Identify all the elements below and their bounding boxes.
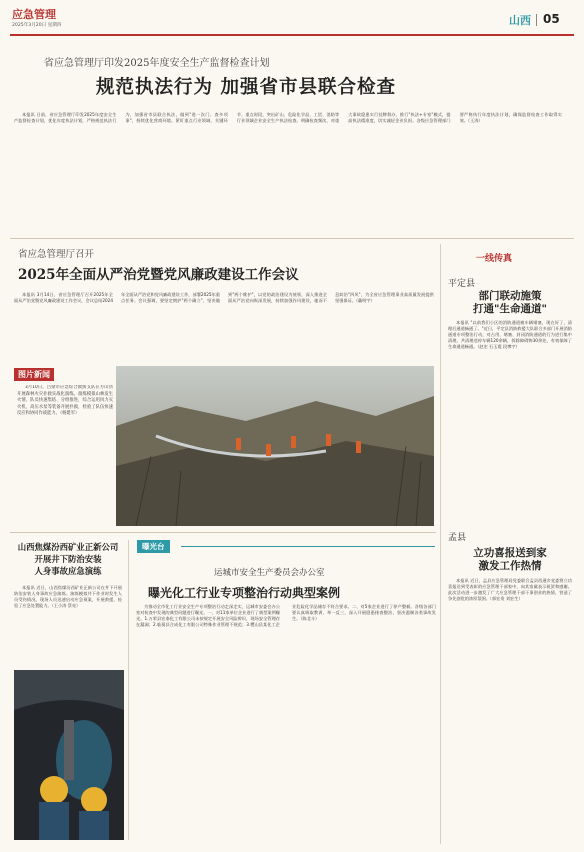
photo-news-label: 图片新闻 — [14, 368, 54, 381]
firefighting-photo — [116, 366, 434, 526]
sidebar-body1: 本报讯 "以前我们小区的消防通道被车辆堵塞，现在好了，清理后通道畅通了。"近日，平定县消防救援大队联合多部门开展消防通道专项整治行动，对占用、堵塞、封闭消防通道的行为进行集中清理，共清理违停车辆120余辆，拆除障碍物30余处，有效保障了生命通道畅通。（赵宏 石玉霞 段博宇） — [448, 320, 572, 350]
feature-kicker: 运城市安全生产委员会办公室 — [214, 568, 325, 578]
article1-kicker: 省应急管理厅印发2025年度安全生产监督检查计划 — [44, 58, 270, 69]
article3-body: 本报讯 近日，山西焦煤汾西矿业正新公司在井下开展防治安装人身事故应急演练。演练模拟井下作业时发生人员受伤情况，现场人员迅速启动应急预案，开展救援，检验了应急处置能力。（王小涛 蔡亮） — [14, 585, 122, 609]
feature-body: 为推动全市化工行业安全生产专项整治行动走深走实，运城市安委会办公室对检查中发现的典型问题进行曝光。一、对11家单位企业进行了典型案例曝光。1.万荣县宏泰化工有限公司未按规定开展安全风险辨识，现场安全管理存在漏洞；2.临猗县合成化工有限公司特殊作业管理不规范；3.稷山县某化工企业危险化学品储存不符合要求。二、对5家企业进行了停产整顿。各级各部门要认真吸取教训，举一反三，深入开展隐患排查整治，坚决遏制各类事故发生。（陈北斗） — [136, 604, 436, 628]
feature-tag — [137, 540, 435, 554]
sidebar-headline2: 立功喜报送到家 激发工作热情 — [473, 547, 547, 572]
feature-divider — [128, 540, 129, 840]
feature-headline: 曝光化工行业专项整治行动典型案例 — [148, 586, 341, 600]
mine-drill-photo-art — [14, 670, 124, 840]
feature-tag-label: 曝光台 — [137, 540, 170, 553]
article3-headline: 山西焦煤汾西矿业正新公司 开展井下防治安装 人身事故应急演练 — [17, 542, 119, 576]
firefighting-photo-art — [116, 366, 434, 526]
article1-body: 本报讯 日前，省应急管理厅印发2025年度安全生产监督检查计划，优化年度执法计划，严格规范执法行为，加强省市县联合执法，做到"进一次门、查多项事"，持续优化营商环境。紧盯重点行业领域、关键环节、重点时段，突出矿山、危险化学品、工贸、消防等行业领域企业安全生产执法检查。明确检查频次，对重大事故隐患实行挂牌督办，推行"执法+专家"模式，提高执法精准度，切实减轻企业负担。各级应急管理部门要严格执行年度执法计划，确保监督检查工作取得实效。（王涛） — [14, 112, 562, 124]
photo-news-image — [14, 368, 110, 382]
sidebar-location2: 孟县 — [448, 533, 467, 543]
masthead — [0, 0, 584, 34]
sidebar-tag-box — [452, 252, 562, 264]
lower-section-rule — [10, 532, 436, 533]
article2-kicker: 省应急管理厅召开 — [18, 249, 95, 260]
section-title: 应急管理 — [12, 8, 56, 21]
sidebar-divider — [440, 244, 441, 844]
sidebar-headline1: 部门联动施策 打通"生命通道" — [473, 290, 547, 315]
article1-bottom-rule — [10, 238, 574, 239]
article1-headline: 规范执法行为 加强省市县联合检查 — [96, 77, 396, 98]
masthead-rule — [10, 34, 574, 36]
feature-tag-line — [181, 546, 435, 547]
region-label: 山西 — [509, 14, 531, 27]
issue-date: 2025年3月20日 星期四 — [12, 23, 62, 28]
masthead-divider — [536, 14, 537, 26]
page-number: 05 — [543, 12, 560, 26]
sidebar-body2: 本报讯 近日，孟县应急管理局党委联合孟县西通乡党委将立功喜报送到受表彰的应急管理干部家中，向其家属表示祝贺和感谢。此次活动进一步激发了广大应急管理干部干事创业的热情，营造了争先创优的浓厚氛围。（郭宏贵 刘宏生） — [448, 578, 572, 602]
photo-news-caption: 3月10日，吕梁市应急综合救援支队在方山县开展森林火灾扑救实战化演练。演练模拟山林发生火情，队员快速集结、分组推进，综合运用风力灭火机、高压水泵等装备开展扑救，检验了队伍快速反应和协同作战能力。（杨建军） — [17, 385, 113, 417]
sidebar-tag: 一线传真 — [476, 254, 513, 264]
sidebar-location1: 平定县 — [448, 279, 476, 289]
article2-body: 本报讯 3月14日，省应急管理厅召开2025年全面从严治党暨党风廉政建设工作会议，会议总结2024年全面从严治党和党风廉政建设工作，部署2025年重点任务。会议强调，要坚定拥护"两个确立"、坚决做到"两个维护"，以党的政治建设为统领，深入推进全面从严治党向纵深发展，持续加强作风建设，驰而不息纠治"四风"，为全省应急管理事业高质量发展提供坚强保证。（戴明宇） — [14, 292, 434, 304]
mine-drill-photo — [14, 670, 124, 840]
article2-headline: 2025年全面从严治党暨党风廉政建设工作会议 — [18, 267, 299, 283]
